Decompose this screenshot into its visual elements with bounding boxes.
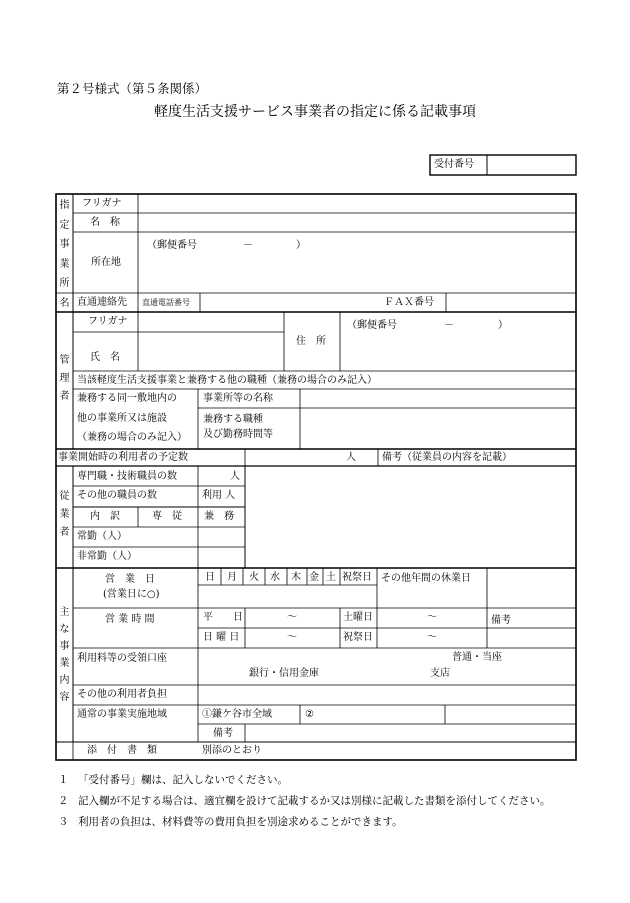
designated-postal-dash: － xyxy=(243,240,253,251)
designated-office-section-label xyxy=(56,194,73,314)
staff-fulltime-label: 専 従 xyxy=(152,511,182,522)
manager-section-label xyxy=(56,352,73,412)
service-area-label: 通常の事業実施地域 xyxy=(77,709,167,720)
designated-postal-close: ） xyxy=(296,240,306,251)
note-3-number: ３ xyxy=(58,816,69,828)
weekday-tue[interactable]: 火 xyxy=(249,572,259,583)
weekday-sat[interactable]: 土 xyxy=(326,572,336,583)
staff-breakdown-label: 内 訳 xyxy=(90,511,120,522)
note-1-text: 「受付番号」欄は、記入しないでください。 xyxy=(78,774,288,786)
weekday-mon[interactable]: 月 xyxy=(227,572,237,583)
account-branch: 支店 xyxy=(430,668,450,679)
hours-remarks-label: 備考 xyxy=(491,615,511,626)
service-area-remarks-label: 備考 xyxy=(213,728,233,739)
account-bank: 銀行・信用金庫 xyxy=(249,668,319,679)
form-title: 軽度生活支援サービス事業者の指定に係る記載事項 xyxy=(154,104,476,120)
note-2-number: ２ xyxy=(58,795,69,807)
manager-section-text: 管理者 xyxy=(59,355,70,402)
weekday-thu[interactable]: 木 xyxy=(291,572,301,583)
note-2-text: 記入欄が不足する場合は、適宜欄を設けて記載するか又は別様に記載した書類を添付してください。 xyxy=(78,795,551,807)
planned-users-unit: 人 xyxy=(346,452,356,463)
weekday-fri[interactable]: 金 xyxy=(309,572,319,583)
service-area-1: ①鎌ケ谷市全域 xyxy=(202,709,272,720)
designated-contact-label: 直通連絡先 xyxy=(77,297,127,308)
note-3-text: 利用者の負担は、材料費等の費用負担を別途求めることができます。 xyxy=(78,816,403,828)
saturday-hours-tilde: ～ xyxy=(427,612,437,623)
note-1-number: １ xyxy=(58,774,69,786)
planned-users-label: 事業開始時の利用者の予定数 xyxy=(58,452,188,463)
business-section-label xyxy=(56,604,73,704)
staff-other-label: その他の職員の数 xyxy=(77,490,157,501)
designated-postal-label: （郵便番号 xyxy=(147,240,197,251)
other-burden-label: その他の利用者負担 xyxy=(77,689,167,700)
reception-number-field xyxy=(488,156,575,174)
holiday-hours-label: 祝祭日 xyxy=(343,632,373,643)
reception-number-label: 受付番号 xyxy=(434,159,474,170)
staff-other-unit: 利用 人 xyxy=(202,490,236,501)
weekday-wed[interactable]: 水 xyxy=(270,572,280,583)
designated-office-section-text: 指定事業所名 xyxy=(59,200,70,309)
staff-nonregular-label: 非常勤（人） xyxy=(77,551,137,562)
manager-postal-label: （郵便番号 xyxy=(347,320,397,331)
manager-address-label: 住 所 xyxy=(296,336,326,347)
manager-furigana-label: フリガナ xyxy=(88,316,128,327)
staff-dual-label: 兼 務 xyxy=(204,511,234,522)
attachment-label: 添 付 書 類 xyxy=(87,745,157,756)
account-type: 普通・当座 xyxy=(452,652,502,663)
saturday-hours-label: 土曜日 xyxy=(343,612,373,623)
weekday-hours-label: 平 日 xyxy=(203,612,243,623)
manager-concurrent-type-label: 当該軽度生活支援事業と兼務する他の職種（兼務の場合のみ記入） xyxy=(77,375,377,386)
staff-specialist-unit: 人 xyxy=(230,471,240,482)
business-hours-label: 営 業 時 間 xyxy=(105,614,155,625)
staff-remarks-label: 備考（従業員の内容を記載） xyxy=(382,452,512,463)
designated-address-label: 所在地 xyxy=(91,257,121,268)
manager-concurrent-line2: 他の事業所又は施設 xyxy=(77,413,167,424)
weekday-holiday[interactable]: 祝祭日 xyxy=(342,572,372,583)
designated-furigana-label: フリガナ xyxy=(82,198,122,209)
designated-fax-label: ＦＡＸ番号 xyxy=(384,297,434,308)
annual-holidays-label: その他年間の休業日 xyxy=(381,573,471,584)
sunday-hours-label: 日 曜 日 xyxy=(203,632,240,643)
manager-postal-close: ） xyxy=(498,320,508,331)
business-days-label: 営 業 日 xyxy=(105,574,155,585)
business-section-text: 主な事業内容 xyxy=(59,607,70,703)
manager-concurrent-line3: （兼務の場合のみ記入） xyxy=(77,432,187,443)
account-label: 利用料等の受領口座 xyxy=(77,653,167,664)
staff-section-label xyxy=(56,488,73,548)
manager-job-line1: 兼務する職種 xyxy=(203,414,263,425)
manager-job-line2: 及び勤務時間等 xyxy=(203,429,273,440)
sunday-hours-tilde: ～ xyxy=(287,632,297,643)
weekday-hours-tilde: ～ xyxy=(287,612,297,623)
attachment-value: 別添のとおり xyxy=(202,745,262,756)
form-number: 第２号様式（第５条関係） xyxy=(57,81,208,96)
business-days-hint: (営業日に○) xyxy=(103,589,160,600)
designated-name-label: 名 称 xyxy=(90,217,120,228)
staff-regular-label: 常勤（人） xyxy=(77,531,127,542)
staff-section-text: 従業者 xyxy=(59,491,70,538)
manager-postal-dash: － xyxy=(444,320,454,331)
designated-phone-label: 直通電話番号 xyxy=(142,298,190,307)
holiday-hours-tilde: ～ xyxy=(427,632,437,643)
manager-facility-name-label: 事業所等の名称 xyxy=(203,393,273,404)
manager-concurrent-line1: 兼務する同一敷地内の xyxy=(77,393,177,404)
weekday-sun[interactable]: 日 xyxy=(205,572,215,583)
manager-name-label: 氏 名 xyxy=(90,352,120,363)
staff-specialist-label: 専門職・技術職員の数 xyxy=(77,471,177,482)
service-area-2: ② xyxy=(305,709,314,720)
